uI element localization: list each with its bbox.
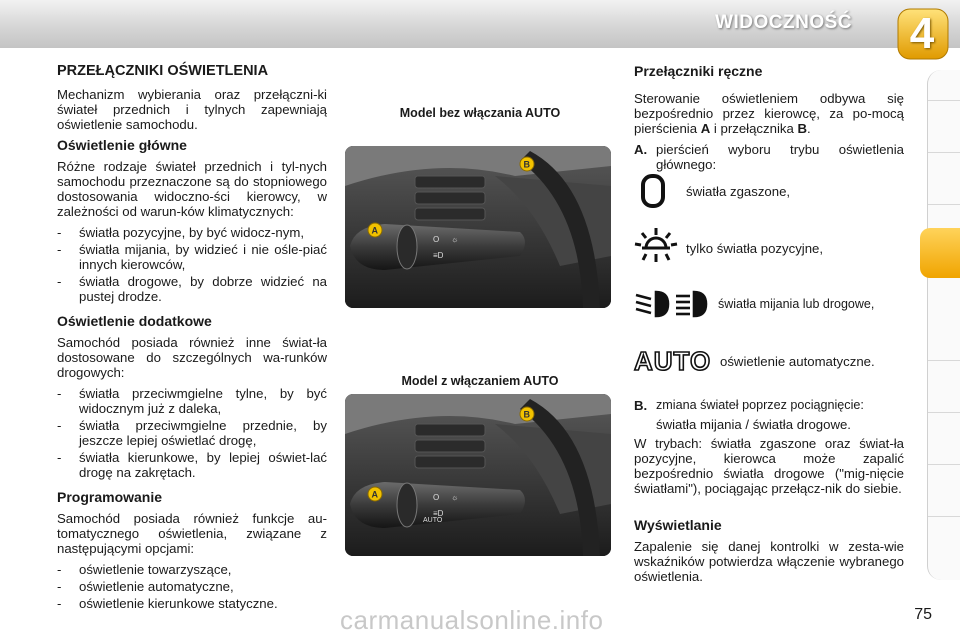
svg-text:≡D: ≡D — [433, 251, 444, 260]
flash-note: W trybach: światła zgaszone oraz świat-ła pozycyjne, kierowca może zapalić bezpośrednio światła drogowe ("mig-nięcie światłami"), pociągając przełącz-nik do siebie. — [634, 436, 904, 496]
svg-text:☼: ☼ — [451, 493, 459, 502]
mode-auto — [634, 346, 875, 377]
chapter-tabs — [927, 70, 960, 580]
caption-model-with-auto: Model z włączaniem AUTO — [401, 374, 559, 388]
mode-label: tylko światła pozycyjne, — [686, 240, 824, 256]
list-item: - oświetlenie automatyczne, — [57, 579, 234, 594]
heading-main-lighting: Oświetlenie główne — [57, 137, 187, 153]
chapter-title: WIDOCZNOŚĆ — [715, 12, 852, 33]
mode-lights-off — [634, 174, 790, 208]
right-column — [634, 64, 904, 174]
ring-a-description: A. pierścień wyboru trybu oświetlenia głównego: — [634, 142, 904, 172]
heading-programming: Programowanie — [57, 489, 163, 505]
page-number: 75 — [914, 606, 932, 623]
svg-text:O: O — [433, 235, 440, 244]
main-lighting-text: Różne rodzaje świateł przednich i tyl-nych samochodu przeznaczone są do stopniowego dostosowania widoczno-ści kierowcy, w zależności od warun-ków klimatycznych: — [57, 159, 327, 219]
list-item: - światła kierunkowe, by lepiej oświet-lać drogę na zakrętach. — [57, 450, 327, 480]
stalk-photo-with-auto — [345, 394, 611, 556]
heading-extra-lighting: Oświetlenie dodatkowe — [57, 313, 212, 329]
dipped-main-beam-icon — [634, 288, 712, 320]
list-item: - światła pozycyjne, by być widocz-nym, — [57, 225, 304, 240]
callout-a: A — [371, 489, 378, 500]
auto-lighting-icon: AUTO — [634, 346, 712, 376]
list-item: - światła przeciwmgielne przednie, by jeszcze lepiej oświetlać drogę, — [57, 418, 327, 448]
chapter-badge — [892, 5, 952, 63]
extra-lighting-text: Samochód posiada również inne świat-ła dostosowane do szczególnych wa-runków drogowych: — [57, 335, 327, 380]
svg-text:≡D: ≡D — [433, 509, 444, 518]
mode-dipped-main — [634, 288, 874, 320]
watermark: carmanualsonline.info — [340, 605, 604, 635]
callout-b: B — [523, 409, 530, 420]
display-text: Zapalenie się danej kontrolki w zesta-wie wskaźników potwierdza włączenie wybranego oświetlenia. — [634, 539, 904, 584]
display-heading: Wyświetlanie — [634, 517, 722, 533]
intro-paragraph: Mechanizm wybierania oraz przełączni-ki świateł przednich i tylnych zapewniają oświetlenie samochodu. — [57, 87, 327, 132]
programming-text: Samochód posiada również funkcje au-tomatycznego oświetlenia, związane z następującymi opcjami: — [57, 511, 327, 556]
callout-a: A — [371, 225, 378, 236]
switch-b-description: B. zmiana świateł poprzez pociągnięcie: — [634, 398, 864, 413]
list-item: - światła przeciwmgielne tylne, by być widocznym już z daleka, — [57, 386, 327, 416]
caption-model-no-auto: Model bez włączania AUTO — [399, 106, 561, 120]
manual-switches-title: Przełączniki ręczne — [634, 63, 763, 79]
mode-sidelights — [634, 226, 823, 270]
mode-label: światła zgaszone, — [686, 183, 791, 199]
active-chapter-tab[interactable] — [920, 228, 960, 278]
manual-switches-intro: Sterowanie oświetleniem odbywa się bezpośrednio przez kierowcę, za po-mocą pierścienia A i przełącznika B. — [634, 91, 904, 136]
stalk-photo-no-auto — [345, 146, 611, 308]
list-item: - światła mijania, by widzieć i nie ośle-piać innych kierowców, — [57, 242, 327, 272]
switch-b-result: światła mijania / światła drogowe. — [656, 417, 851, 432]
switch-b-block — [634, 398, 904, 590]
mode-label: światła mijania lub drogowe, — [718, 297, 875, 311]
list-item: - oświetlenie towarzyszące, — [57, 562, 232, 577]
list-item: - oświetlenie kierunkowe statyczne. — [57, 596, 278, 611]
auto-position-label: AUTO — [423, 517, 443, 524]
section-title: PRZEŁĄCZNIKI OŚWIETLENIA — [57, 63, 269, 79]
list-item: - światła drogowe, by dobrze widzieć na pustej drodze. — [57, 274, 327, 304]
svg-text:☼: ☼ — [451, 235, 459, 244]
mode-label: oświetlenie automatyczne. — [720, 354, 875, 369]
svg-text:O: O — [433, 493, 440, 502]
lights-off-icon — [634, 174, 674, 208]
chapter-number: 4 — [909, 9, 935, 58]
callout-b: B — [523, 159, 530, 170]
sidelights-icon — [634, 226, 678, 270]
left-column — [57, 64, 327, 613]
